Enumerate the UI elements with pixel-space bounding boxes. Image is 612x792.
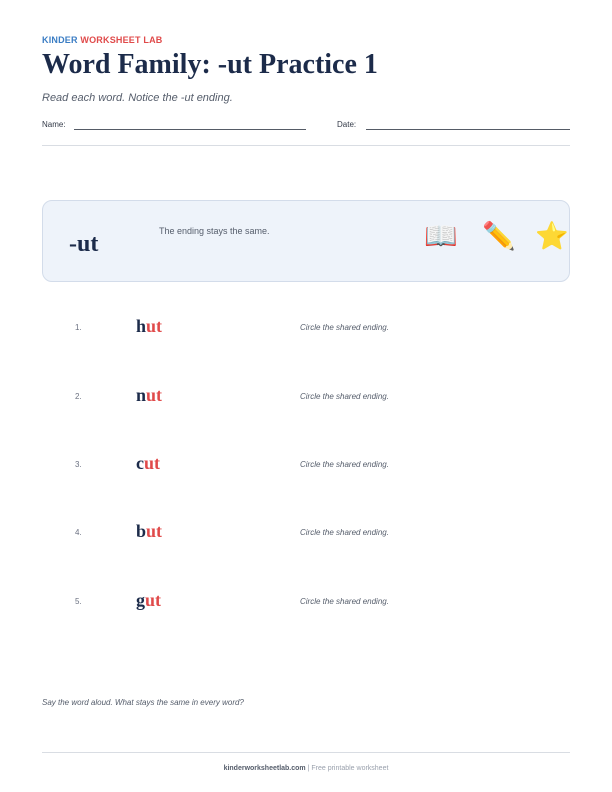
page-footer [0,765,612,772]
word-ending: ut [146,521,163,541]
brand-part-2: WORKSHEET LAB [80,35,163,45]
brand-logo [42,35,163,45]
word-start: h [136,316,147,336]
worksheet-subtitle: Read each word. Notice the -ut ending. [42,92,233,104]
footer-site[interactable]: kinderworksheetlab.com [223,765,306,772]
word-number: 2. [75,392,82,401]
word-number: 5. [75,597,82,606]
practice-word [136,590,161,611]
word-row [0,453,612,483]
worksheet-title: Word Family: -ut Practice 1 [42,49,378,80]
word-family-pattern: -ut [69,231,99,257]
brand-part-1: KINDER [42,35,78,45]
word-instruction: Circle the shared ending. [300,528,389,537]
footer-separator: | [305,765,312,772]
word-instruction: Circle the shared ending. [300,392,389,401]
word-start: n [136,385,147,405]
practice-word [136,385,162,406]
footer-divider [42,752,570,753]
practice-word [136,521,162,542]
word-ending: ut [146,385,163,405]
word-start: g [136,590,145,610]
word-number: 4. [75,528,82,537]
footer-tagline: Free printable worksheet [311,765,389,772]
word-number: 1. [75,323,82,332]
word-start: b [136,521,147,541]
word-family-note: The ending stays the same. [159,226,270,236]
open-book-icon: 📖 [424,221,458,252]
star-icon: ⭐ [535,221,569,252]
date-label: Date: [337,120,357,129]
word-number: 3. [75,460,82,469]
name-label: Name: [42,120,66,129]
word-row [0,385,612,415]
word-ending: ut [145,590,162,610]
word-instruction: Circle the shared ending. [300,597,389,606]
word-row [0,521,612,551]
word-row [0,316,612,346]
word-row [0,590,612,620]
word-instruction: Circle the shared ending. [300,323,389,332]
pencil-icon: ✏️ [482,221,516,252]
word-instruction: Circle the shared ending. [300,460,389,469]
read-aloud-prompt: Say the word aloud. What stays the same in every word? [42,698,244,707]
practice-word [136,316,162,337]
practice-word [136,453,160,474]
date-line[interactable] [366,129,570,130]
word-ending: ut [146,316,163,336]
word-start: c [136,453,144,473]
name-line[interactable] [74,129,306,130]
word-family-panel [42,200,570,282]
word-ending: ut [144,453,161,473]
header-divider [42,145,570,146]
